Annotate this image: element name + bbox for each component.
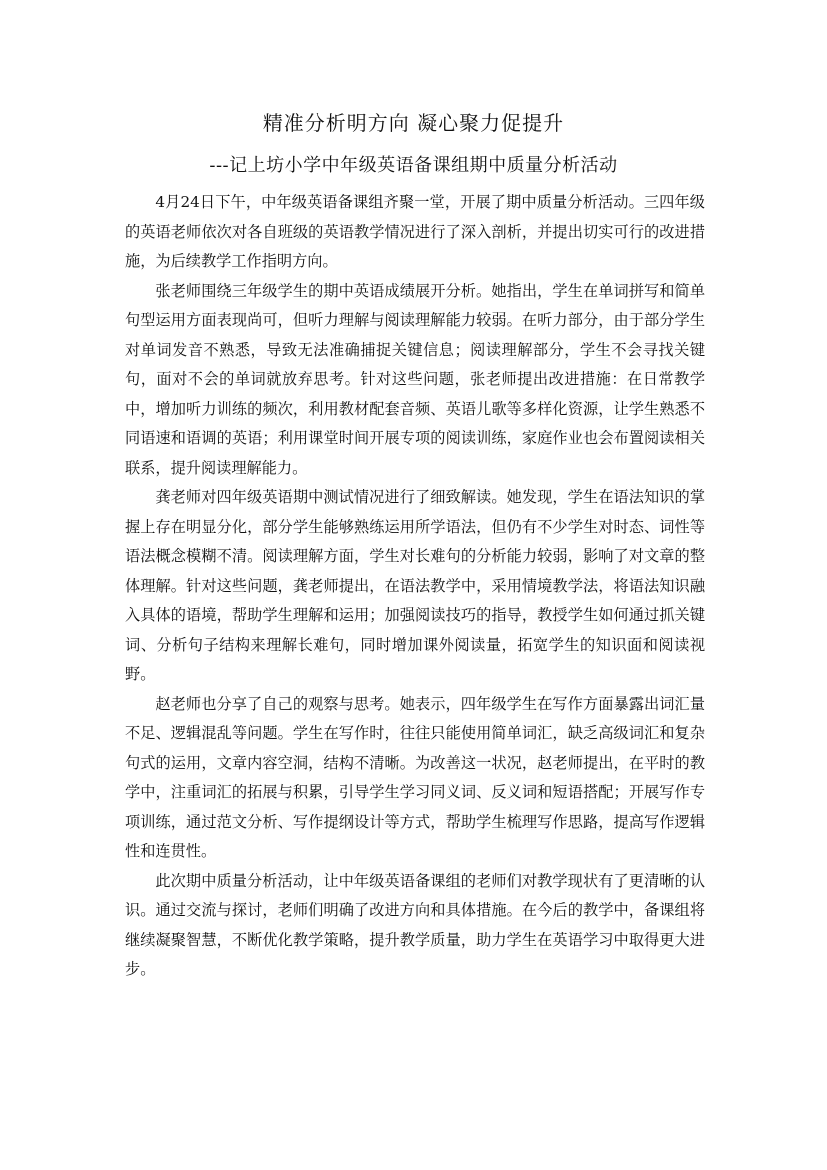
paragraph-zhao: 赵老师也分享了自己的观察与思考。她表示，四年级学生在写作方面暴露出词汇量不足、逻辑混乱等问题。学生在写作时，往往只能使用简单词汇，缺乏高级词汇和复杂句式的运用，文章内容空洞，结构不清晰。为改善这一状况，赵老师提出，在平时的教学中，注重词汇的拓展与积累，引导学生学习同义词、反义词和短语搭配；开展写作专项训练，通过范文分析、写作提纲设计等方式，帮助学生梳理写作思路，提高写作逻辑性和连贯性。 [125, 694, 705, 860]
paragraph-intro: 4月24日下午，中年级英语备课组齐聚一堂，开展了期中质量分析活动。三四年级的英语老师依次对各自班级的英语教学情况进行了深入剖析，并提出切实可行的改进措施，为后续教学工作指明方向。 [125, 193, 705, 270]
paragraph-gong: 龚老师对四年级英语期中测试情况进行了细致解读。她发现，学生在语法知识的掌握上存在明显分化，部分学生能够熟练运用所学语法，但仍有不少学生对时态、词性等语法概念模糊不清。阅读理解方面，学生对长难句的分析能力较弱，影响了对文章的整体理解。针对这些问题，龚老师提出，在语法教学中，采用情境教学法，将语法知识融入具体的语境，帮助学生理解和运用；加强阅读技巧的指导，教授学生如何通过抓关键词、分析句子结构来理解长难句，同时增加课外阅读量，拓宽学生的知识面和阅读视野。 [125, 488, 705, 683]
paragraph-zhang: 张老师围绕三年级学生的期中英语成绩展开分析。她指出，学生在单词拼写和简单句型运用方面表现尚可，但听力理解与阅读理解能力较弱。在听力部分，由于部分学生对单词发音不熟悉，导致无法准确捕捉关键信息；阅读理解部分，学生不会寻找关键句，面对不会的单词就放弃思考。针对这些问题，张老师提出改进措施：在日常教学中，增加听力训练的频次，利用教材配套音频、英语儿歌等多样化资源，让学生熟悉不同语速和语调的英语；利用课堂时间开展专项的阅读训练，家庭作业也会布置阅读相关联系，提升阅读理解能力。 [125, 281, 705, 477]
paragraph-conclusion: 此次期中质量分析活动，让中年级英语备课组的老师们对教学现状有了更清晰的认识。通过交流与探讨，老师们明确了改进方向和具体措施。在今后的教学中，备课组将继续凝聚智慧，不断优化教学策略，提升教学质量，助力学生在英语学习中取得更大进步。 [125, 871, 705, 978]
document-subtitle: ---记上坊小学中年级英语备课组期中质量分析活动 [209, 155, 618, 176]
document-body [125, 188, 705, 985]
document-title: 精准分析明方向 凝心聚力促提升 [262, 111, 565, 135]
